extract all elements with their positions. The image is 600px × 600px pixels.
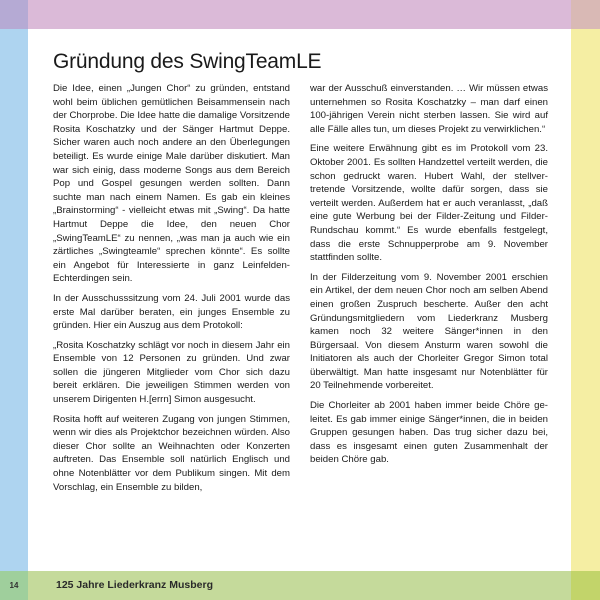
top-color-band [0, 0, 600, 29]
left-column [53, 82, 290, 500]
paragraph: war der Ausschuß einverstanden. … Wir müssen etwas unternehmen so Rosita Koschatzky – man darf einen 100-jährigen Verein nicht sterben lassen. Sie wird auf alle Fälle alles tun, um dieses Projekt zu verwirklichen.“ [310, 83, 548, 135]
paragraph: „Rosita Koschatzky schlägt vor noch in diesem Jahr ein Ensemble von 12 Personen zu gründen. Und zwar sollen die jüngeren Mitglieder vom Chor sich dazu bereit erklären. Die jeweiligen Stimmen werden von unserem Dirigenten H.[errn] Simon ausgesucht. [53, 339, 290, 406]
article-title: Gründung des SwingTeamLE [53, 50, 322, 73]
footer-title: 125 Jahre Liederkranz Musberg [56, 579, 213, 591]
page-number: 14 [9, 581, 19, 590]
right-color-band [571, 0, 600, 600]
corner-top-left [0, 0, 28, 29]
paragraph: Rosita hofft auf weiteren Zugang von jungen Stimmen, wenn wir dies als Projektchor bezeichnen würden. Also dieser Chor sollte an Weihnachten oder Konzerten auftreten. Das Ensemble soll natürlich Englisch und ohne Notenblätter vor dem Publikum singen. Mit dem Vorschlag, ein Ensemble zu bilden, [53, 413, 290, 493]
corner-bottom-right [571, 571, 600, 600]
paragraph: Die Chorleiter ab 2001 haben immer beide Chöre geleitet. Es gab immer einige Sänger*innen, die in beiden Gruppen gesungen haben. Das trug sicher dazu bei, dass es insgesamt einen guten Zusammenhalt der beiden Chöre gab. [310, 400, 548, 466]
right-column [310, 82, 548, 473]
corner-top-right [571, 0, 600, 29]
paragraph: Eine weitere Erwähnung gibt es im Protokoll vom 23. Oktober 2001. Es sollten Handzettel verteilt werden, die schon gedruckt waren. Hubert Wahl, der stellvertretende Vorsitzende, wollte dafür sorgen, dass sie verteilt werden. Außerdem hat er auch veranlasst, „daß eine gute Werbung bei der Filder-Zeitung und Filder-Rundschau kommt.“ Es wurde ebenfalls festgelegt, dass die erste Schnupperprobe am 9. November stattfinden sollte. [310, 143, 548, 264]
paragraph: In der Ausschusssitzung vom 24. Juli 2001 wurde das erste Mal darüber beraten, ein junges Ensemble zu gründen. Hier ein Auszug aus dem Protokoll: [53, 292, 290, 332]
left-color-band [0, 0, 28, 600]
paragraph: Die Idee, einen „Jungen Chor“ zu gründen, entstand wohl beim üblichen gemütlichen Beisammensein nach der Chorprobe. Die Idee hatte die damalige Vorsitzende Rosita Koschatzky und der Sänger Hartmut Deppe. Sicher waren auch noch andere an den Überlegungen beteiligt. Es wurde einige Male darüber diskutiert. Man war sich einig, dass moderne Songs aus dem Bereich Pop und Gospel gesungen werden sollten. Dann suchte man nach einem Namen. Es gab ein kleines „Brainstorming“ - vielleicht etwas mit „Swing“. Da hatte Hartmut Deppe die Idee, den neuen Chor „SwingTeamLE“ zu nennen, „was man ja auch wie ein zärtliches „Swingteamle“ sprechen könnte“. Es sollte ein Angebot für Interessierte in ganz Leinfelden-Echterdingen sein. [53, 83, 290, 285]
paragraph: In der Filderzeitung vom 9. November 2001 erschien ein Artikel, der dem neuen Chor noch am selben Abend einen großen Zuspruch bescherte. Außer den acht Gründungsmitgliedern vom Liederkranz Musberg kamen noch 32 weitere Sänger*innen in den Bürgersaal. Von diesem Ansturm waren sowohl die Initiatoren als auch der Chorleiter Gregor Simon total überwältigt. Man hatte insgesamt nur Notenblätter für 20 Teilnehmende vorbereitet. [310, 271, 548, 392]
